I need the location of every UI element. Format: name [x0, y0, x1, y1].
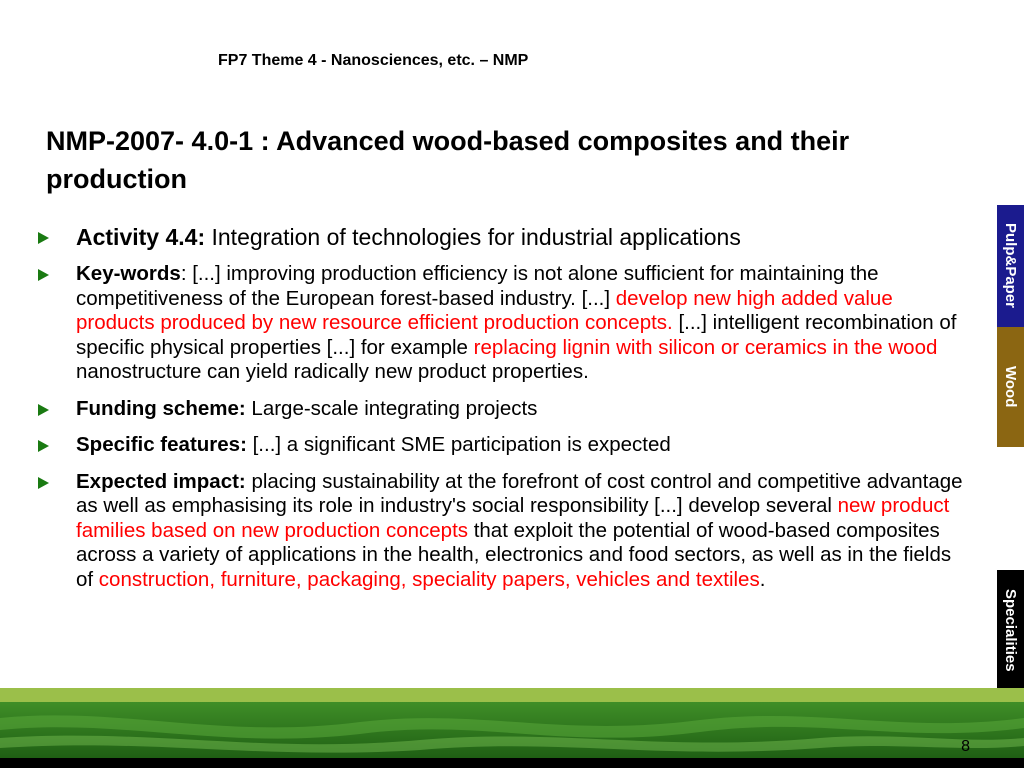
bullet-segment-red: develop new high added value products produced by new resource efficient production concepts.	[76, 286, 893, 334]
bullet-segment-normal: Large-scale integrating projects	[245, 396, 538, 420]
tab-wood[interactable]	[997, 327, 1024, 447]
slide-title: NMP-2007- 4.0-1 : Advanced wood-based composites and their production	[46, 126, 850, 194]
footer-foliage-band	[0, 688, 1024, 768]
header-text: FP7 Theme 4 - Nanosciences, etc. – NMP	[218, 52, 529, 69]
bullet-segment-bold: Expected impact:	[76, 469, 246, 493]
bullet-expected-impact	[36, 470, 966, 593]
bullet-segment-normal: [...] intelligent recombination of specific physical properties [...] for example	[76, 311, 957, 359]
bullet-segment-bold: Funding scheme:	[76, 396, 246, 420]
bullet-segment-red: replacing lignin with silicon or ceramics in the wood	[473, 335, 938, 359]
bullet-segment-normal: that exploit the potential of wood-based composites across a variety of applications in the health, electronics and food sectors, as well as in the fields of	[76, 518, 952, 591]
bullet-list	[36, 222, 966, 604]
bullet-segment-normal: [...] a significant SME participation is expected	[246, 433, 671, 456]
bullet-segment-red: construction, furniture, packaging, speciality papers, vehicles and textiles	[98, 567, 760, 591]
bullet-segment-normal: placing sustainability at the forefront of cost control and competitive advantage as well as emphasising its role in industry's social responsibility [...] develop several	[76, 469, 963, 517]
bullet-arrow-icon	[38, 477, 49, 489]
bullet-segment-normal: : [...] improving production efficiency is not alone sufficient for maintaining the competitiveness of the European forest-based industry. [...]	[76, 262, 879, 310]
bullet-specific-features	[36, 433, 966, 458]
bullet-segment-bold: Specific features:	[76, 433, 247, 456]
bullet-segment-normal: nanostructure can yield radically new product properties.	[76, 360, 589, 383]
bullet-segment-normal: Integration of technologies for industrial applications	[211, 224, 741, 250]
tab-pulp-paper-label: Pulp&Paper	[1002, 223, 1019, 309]
bullet-arrow-icon	[38, 404, 49, 416]
bullet-arrow-icon	[38, 440, 49, 452]
bullet-keywords	[36, 262, 966, 385]
bullet-segment-bold: Key-words	[76, 262, 181, 285]
bullet-arrow-icon	[38, 232, 49, 244]
bullet-arrow-icon	[38, 269, 49, 281]
bullet-activity	[36, 222, 966, 252]
tab-pulp-paper[interactable]	[997, 205, 1024, 327]
tab-wood-label: Wood	[1002, 366, 1019, 408]
tab-specialities-label: Specialities	[1002, 588, 1019, 672]
bullet-segment-red: new product families based on new production concepts	[76, 494, 950, 542]
bullet-funding-scheme	[36, 397, 966, 422]
page-number: 8	[961, 738, 970, 755]
bullet-segment-bold: Activity 4.4:	[76, 224, 212, 250]
bullet-segment-normal: .	[759, 567, 766, 591]
tab-specialities[interactable]	[997, 570, 1024, 690]
